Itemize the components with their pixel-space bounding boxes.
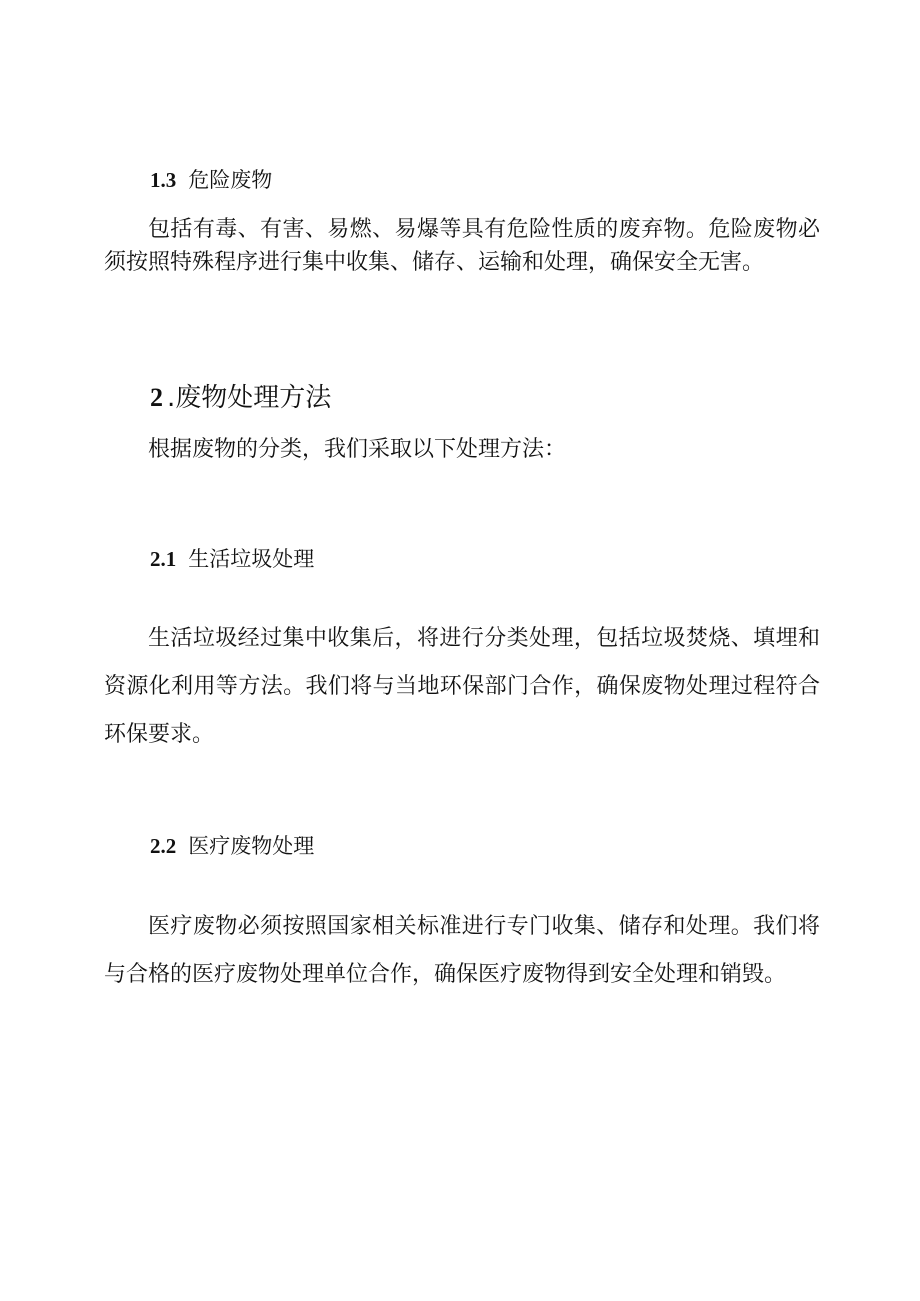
section-heading-2 xyxy=(150,381,331,415)
section-body-2: 根据废物的分类，我们采取以下处理方法： xyxy=(148,437,567,462)
section-number: 1.3 xyxy=(150,168,177,192)
section-body-1-3: 包括有毒、有害、易燃、易爆等具有危险性质的废弃物。危险废物必须按照特殊程序进行集中收集、储存、运输和处理，确保安全无害。 xyxy=(104,217,820,275)
section-title: 生活垃圾处理 xyxy=(188,547,315,571)
section-number: 2.2 xyxy=(150,834,177,858)
section-title: 危险废物 xyxy=(188,168,273,192)
section-number: 2.1 xyxy=(150,547,177,571)
section-title: .废物处理方法 xyxy=(167,383,332,413)
section-body-2-2: 医疗废物必须按照国家相关标准进行专门收集、储存和处理。我们将与合格的医疗废物处理单位合作，确保医疗废物得到安全处理和销毁。 xyxy=(104,914,820,987)
section-title: 医疗废物处理 xyxy=(188,834,315,858)
section-body-2-1: 生活垃圾经过集中收集后，将进行分类处理，包括垃圾焚烧、填埋和资源化利用等方法。我们将与当地环保部门合作，确保废物处理过程符合环保要求。 xyxy=(104,626,820,747)
section-number: 2 xyxy=(150,383,163,412)
section-heading-2-2 xyxy=(150,832,314,860)
section-heading-2-1 xyxy=(150,545,314,573)
section-heading-1-3 xyxy=(150,166,272,194)
